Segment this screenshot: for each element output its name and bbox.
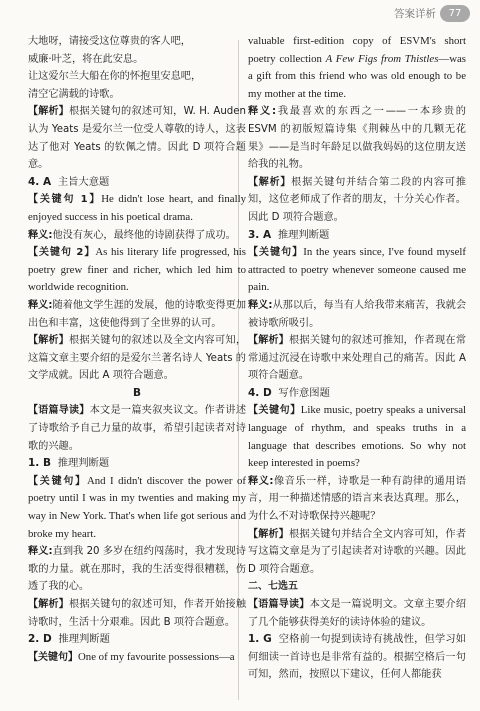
poem-line-3: 让这爱尔兰大船在你的怀抱里安息吧，: [28, 71, 202, 83]
left-column: [28, 33, 246, 666]
translation-tag: 释义:: [28, 299, 53, 311]
q4-type: 主旨大意题: [57, 175, 110, 188]
guide-tag: 【语篇导读】: [248, 599, 310, 610]
q4-keysentence-1: [28, 191, 246, 226]
b-q2-analysis-text: 根据关键句并结合第二段的内容可推知，这位老师成了作者的朋友，十分关心作者。因此 D 项符合题意。: [248, 176, 467, 223]
b-q3-heading: [248, 227, 466, 245]
book-title: A Few Figs from Thistles: [325, 52, 439, 65]
b-q2-heading: [28, 631, 246, 649]
b-q1-answer: 1. B: [28, 457, 51, 470]
keysentence-tag: 【关键句】: [28, 651, 78, 663]
b-q2-answer: 2. D: [28, 633, 52, 646]
translation-2-text: 随着他文学生涯的发展，他的诗歌变得更加出色和丰富，这使他得到了全世界的认可。: [28, 299, 247, 329]
keysentence-1-en: He didn't lose heart, and finally enjoyed success in his poetical drama.: [28, 193, 246, 223]
analysis-tag: 【解析】: [28, 335, 69, 347]
b-q1-analysis-text: 根据关键句的叙述可知，作者开始接触诗歌时，生活十分艰难。因此 B 项符合题意。: [28, 599, 247, 628]
b-q1-translation-text: 直到我 20 多岁在纽约闯荡时，我才发现诗歌的力量。就在那时，我的生活变得很糟糕，伤透了我的心。: [28, 546, 246, 593]
translation-tag: 释义:: [248, 106, 277, 118]
guide-tag: 【语篇导读】: [28, 405, 90, 417]
keysentence-2-en: As his literary life progressed, his poetry grew finer and richer, which led him to worldwide recognition.: [28, 246, 246, 294]
b-q1-heading: [28, 455, 246, 473]
poem-line-1: 大地呀，请接受这位尊贵的客人吧，: [28, 36, 191, 47]
translation-tag: 释义:: [28, 546, 53, 558]
poem-line-2: 威廉·叶芝，将在此安息。: [28, 53, 144, 65]
b-q3-keysentence-en: In the years since, I've found myself attracted to poetry whenever someone caused me pain.: [248, 246, 466, 294]
b-q3-analysis-text: 根据关键句的叙述可推知，作者现在常常通过沉浸在诗歌中来处理自己的痛苦。因此 A 项符合题意。: [248, 335, 467, 382]
b-q2-translation: [248, 103, 466, 173]
b-q4-keysentence-en: Like music, poetry speaks a universal language of rhythm, and speaks truths in a language that describes emotions. So why not keep interested in poems?: [248, 404, 466, 470]
s2-q1-text: 空格前一句提到读诗有挑战性，但学习如何细读一首诗也是非常有益的。根据空格后一句可知，然而，按照以下建议，任何人都能获: [248, 634, 466, 681]
q4-analysis-text: 根据关键句的叙述以及全文内容可知，这篇文章主要介绍的是爱尔兰著名诗人 Yeats 的文学成就。因此 A 项符合题意。: [28, 335, 247, 382]
keysentence-1-tag: 【关键句 1】: [28, 194, 102, 206]
translation-tag: 释义:: [248, 475, 274, 487]
b-q1-keysentence: [28, 473, 246, 543]
b-q2-keysentence-cont-b: —was a gift from this friend who was old enough to be my mother at the time.: [248, 52, 466, 100]
b-q4-heading: [248, 385, 466, 403]
translation-tag: 释义:: [28, 229, 53, 241]
keysentence-tag: 【关键句】: [28, 475, 87, 487]
analysis-tag: 【解析】: [248, 335, 289, 347]
q3-analysis: [28, 103, 246, 173]
q4-answer: 4. A: [28, 175, 52, 188]
b-q1-translation: [28, 543, 246, 596]
b-q3-analysis: [248, 332, 466, 385]
guide-b-text: 本文是一篇夹叙夹议文。作者讲述了诗歌给予自己力量的故事，希望引起读者对诗歌的兴趣。: [28, 405, 247, 452]
q4-heading: [28, 174, 246, 192]
q4-analysis: [28, 332, 246, 385]
analysis-tag: 【解析】: [248, 176, 292, 188]
b-q4-analysis: [248, 526, 466, 579]
b-q4-analysis-text: 根据关键句并结合全文内容可知，作者写这篇文章是为了引起读者对诗歌的兴趣。因此 D 项符合题意。: [248, 528, 467, 575]
keysentence-tag: 【关键句】: [248, 247, 304, 259]
analysis-tag: 【解析】: [248, 528, 289, 540]
b-q3-keysentence: [248, 244, 466, 297]
page-header: [0, 0, 480, 30]
b-q2-keysentence-en-start: One of my favourite possessions—a: [78, 650, 235, 663]
b-q1-keysentence-en: And I didn't discover the power of poetry until I was in my twenties and making my way in New York. That's when life got serious and broke my heart.: [28, 474, 246, 540]
b-q4-translation: [248, 473, 466, 526]
b-q4-keysentence: [248, 402, 466, 472]
page-number-badge: 77: [440, 5, 470, 22]
section-b-heading: B: [132, 386, 141, 399]
analysis-tag: 【解析】: [28, 106, 69, 118]
b-q2-translation-text: 我最喜欢的东西之一——一本珍贵的 ESVM 的初版短篇诗集《荆棘丛中的几颗无花果》——是当时年龄足以做我妈妈的这位朋友送给我的礼物。: [248, 106, 466, 171]
q3-analysis-text: 根据关键句的叙述可知，W. H. Auden 认为 Yeats 是爱尔兰一位受人尊敬的诗人，这表达了他对 Yeats 的钦佩之情。因此 D 项符合题意。: [28, 106, 246, 171]
passage-guide-b: [28, 402, 246, 455]
translation-1-text: 他没有灰心，最终他的诗剧获得了成功。: [52, 229, 236, 241]
section-2-heading: 二、七选五: [248, 581, 298, 593]
b-q4-answer: 4. D: [248, 386, 272, 399]
q4-translation-1: [28, 227, 246, 245]
keysentence-tag: 【关键句】: [248, 405, 301, 417]
b-q2-type: 推理判断题: [58, 633, 110, 646]
b-q4-type: 写作意图题: [278, 386, 330, 399]
right-column: [248, 33, 466, 684]
analysis-tag: 【解析】: [28, 599, 69, 610]
header-title: 答案详析: [394, 8, 436, 20]
b-q1-analysis: [28, 596, 246, 631]
guide-2-text: 本文是一篇说明文。文章主要介绍了几个能够获得美好的读诗体验的建议。: [248, 599, 467, 628]
b-q3-answer: 3. A: [248, 228, 272, 241]
b-q2-analysis: [248, 174, 466, 227]
b-q2-keysentence-start: [28, 649, 246, 667]
q4-translation-2: [28, 297, 246, 332]
translation-tag: 释义:: [248, 299, 273, 311]
b-q2-keysentence-cont-a: valuable first-edition copy of ESVM's short poetry collection: [248, 35, 466, 65]
b-q3-translation-text: 从那以后，每当有人给我带来痛苦，我就会被诗歌所吸引。: [248, 299, 467, 329]
b-q3-type: 推理判断题: [277, 228, 330, 241]
s2-q1-answer: 1. G: [248, 633, 272, 646]
q4-keysentence-2: [28, 244, 246, 297]
passage-guide-2: [248, 596, 466, 631]
b-q1-type: 推理判断题: [57, 457, 110, 470]
s2-q1: [248, 631, 466, 684]
b-q2-keysentence-cont: [248, 33, 466, 103]
b-q4-translation-text: 像音乐一样，诗歌是一种有韵律的通用语言，用一种描述情感的语言来表达真理。那么，为什么不对诗歌保持兴趣呢？: [248, 475, 466, 523]
keysentence-2-tag: 【关键句 2】: [28, 247, 96, 259]
b-q3-translation: [248, 297, 466, 332]
poem-line-4: 清空它满载的诗歌。: [28, 88, 120, 100]
